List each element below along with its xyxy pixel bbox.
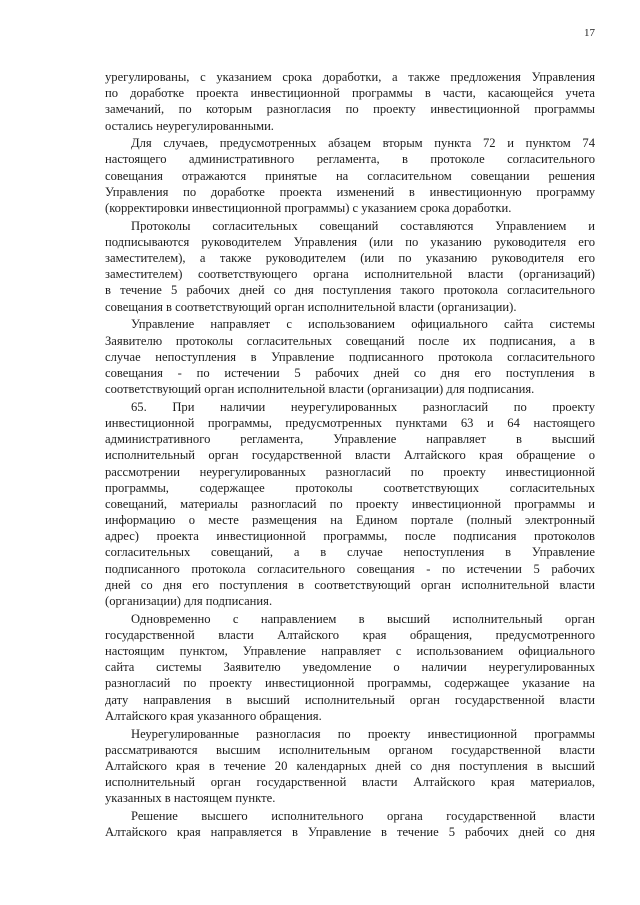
text-line: информацию о месте размещения на Едином портале (полный электронный <box>105 513 595 528</box>
paragraph <box>105 808 595 840</box>
body-text <box>105 69 595 842</box>
text-line: Управление направляет с использованием официального сайта системы <box>131 317 595 332</box>
text-line: разногласий по проекту инвестиционной программы, содержащее указание на <box>105 676 595 691</box>
text-line: урегулированы, с указанием срока доработки, а также предложения Управления <box>105 70 595 84</box>
text-line: (корректировки инвестиционной программы) с указанием срока доработки. <box>105 201 512 215</box>
text-line: 65. При наличии неурегулированных разногласий по проекту <box>131 399 595 414</box>
text-line: совещания отражаются принятые на согласительном совещании решения <box>105 168 595 183</box>
text-line: (организации) для подписания. <box>105 594 273 608</box>
text-line: Алтайского края указанного обращения. <box>105 708 322 723</box>
text-line: инвестиционной программы, предусмотренных пунктами 63 и 64 настоящего <box>105 415 595 430</box>
text-line: рассматриваются высшим исполнительным органом государственной власти <box>105 742 595 757</box>
paragraph <box>105 69 595 134</box>
text-line: совещания - по истечении 5 рабочих дней со дня его поступления в <box>105 365 595 380</box>
paragraph <box>105 316 595 397</box>
text-line: по доработке проекта инвестиционной программы в части, касающейся учета <box>105 86 595 101</box>
text-line: Решение высшего исполнительного органа государственной власти <box>131 808 595 823</box>
text-line: сайта системы Заявителю уведомление о наличии неурегулированных <box>105 660 595 675</box>
text-line: согласительных совещаний, а в случае непоступления в Управление <box>105 545 595 560</box>
paragraph <box>105 218 595 315</box>
paragraph <box>105 611 595 724</box>
text-line: в течение 5 рабочих дней со дня поступления такого протокола согласительного <box>105 283 595 298</box>
paragraph <box>105 135 595 216</box>
text-line: соответствующий орган исполнительной власти (организации) для подписания. <box>105 382 535 397</box>
text-line: замечаний, по которым разногласия по проекту инвестиционной программы <box>105 102 595 117</box>
text-line: Для случаев, предусмотренных абзацем вторым пункта 72 и пунктом 74 <box>131 136 595 151</box>
text-line: подписанного протокола согласительного совещания - по истечении 5 рабочих <box>105 561 595 576</box>
text-line: совещания в соответствующий орган исполнительной власти (организации). <box>105 299 517 314</box>
text-line: исполнительный орган государственной власти Алтайского края обращение о <box>105 448 595 463</box>
text-line: административного регламента, Управление направляет в высший <box>105 432 595 447</box>
text-line: Заявителю протоколы согласительных совещаний после их подписания, а в <box>105 333 595 348</box>
text-line: настоящим пунктом, Управление направляет с использованием официального <box>105 644 595 659</box>
text-line: дней со дня его поступления в соответствующий орган исполнительной власти <box>105 577 595 592</box>
text-line: Управления по доработке проекта изменений в инвестиционную программу <box>105 184 595 199</box>
text-line: Одновременно с направлением в высший исполнительный орган <box>131 611 595 626</box>
text-line: программы, содержащее протоколы соответствующих согласительных <box>105 480 595 495</box>
text-line: государственной власти Алтайского края обращения, предусмотренного <box>105 627 595 642</box>
text-line: случае непоступления в Управление подписанного протокола согласительного <box>105 349 595 364</box>
text-line: дату направления в высший исполнительный орган государственной власти <box>105 692 595 707</box>
paragraph <box>105 399 595 609</box>
text-line: исполнительный орган государственной власти Алтайского края материалов, <box>105 775 595 790</box>
text-line: заместителем) соответствующего органа исполнительной власти (организаций) <box>105 267 595 282</box>
text-line: указанных в настоящем пункте. <box>105 791 276 806</box>
text-line: Алтайского края в течение 20 календарных дней со дня поступления в высший <box>105 758 595 773</box>
page-number: 17 <box>584 27 595 39</box>
text-line: Алтайского края направляется в Управление в течение 5 рабочих дней со дня <box>105 825 595 840</box>
text-line: подписываются руководителем Управления (или по указанию руководителя его <box>105 234 595 249</box>
text-line: Протоколы согласительных совещаний составляются Управлением и <box>131 218 595 233</box>
text-line: совещаний, материалы разногласий по проекту инвестиционной программы и <box>105 496 595 511</box>
text-line: настоящего административного регламента, в протоколе согласительного <box>105 152 595 167</box>
text-line: Неурегулированные разногласия по проекту инвестиционной программы <box>131 726 595 741</box>
text-line: заместителем), а также руководителем (или по указанию руководителя его <box>105 251 595 266</box>
text-line: адрес) проекта инвестиционной программы, после подписания протоколов <box>105 529 595 544</box>
paragraph <box>105 726 595 807</box>
text-line: рассмотрении неурегулированных разногласий по проекту инвестиционной <box>105 464 595 479</box>
text-line: остались неурегулированными. <box>105 118 274 133</box>
